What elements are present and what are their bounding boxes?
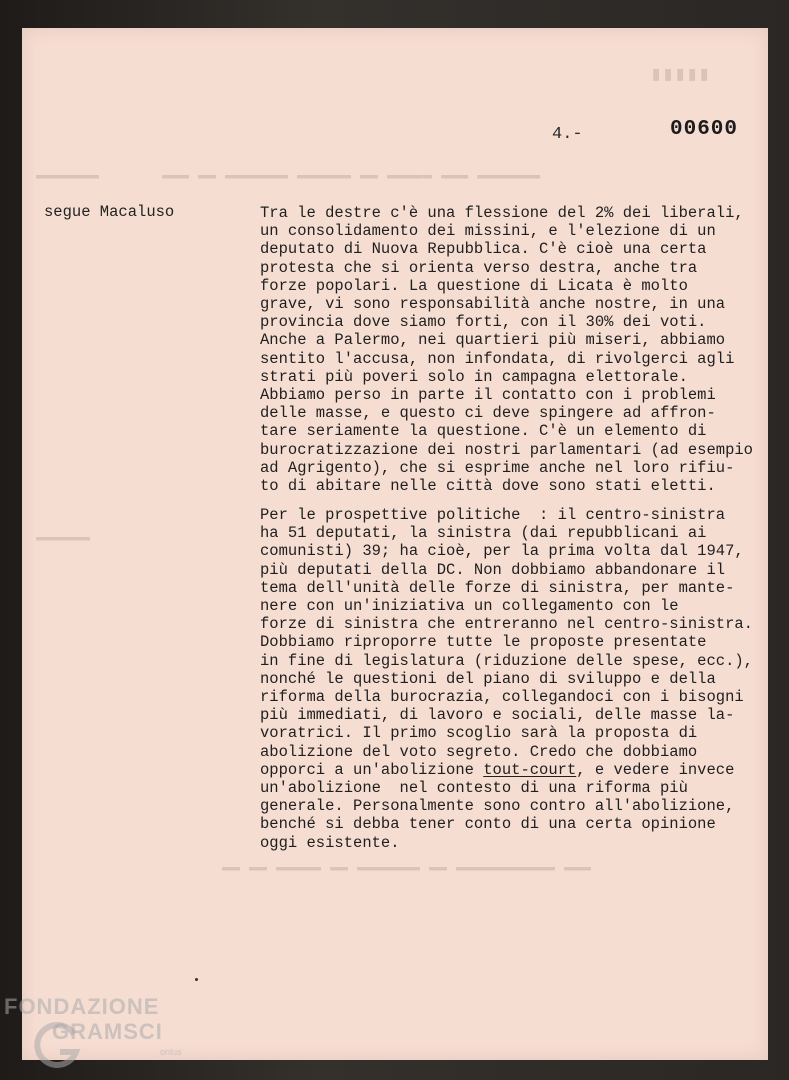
underlined-phrase: tout-court [483, 760, 577, 779]
page-number: 4.- [552, 125, 583, 144]
show-through-bleed: ▬▬▬▬▬▬ [36, 529, 91, 546]
show-through-bleed: ▬▬▬▬▬▬▬ ▬▬▬ ▬▬ ▬▬▬▬▬▬▬ ▬▬▬▬▬▬ ▬▬ ▬▬▬▬▬ ▬▬▬ ▬▬▬▬▬▬▬ [36, 167, 541, 184]
paragraph-2-text-end: , e vedere invece un'abolizione nel contesto di una riforma più generale. Personalmente sono contro all'abolizione, benché si debba tener conto di una certa opinione oggi esistente. [260, 760, 735, 852]
watermark-gramsci: GRAMSCI [52, 1019, 163, 1044]
paragraph-2-text: Per le prospettive politiche : il centro-sinistra ha 51 deputati, la sinistra (dai repubblicani ai comunisti) 39; ha cioè, per la prima volta dal 1947, più deputati della DC. Non dobbiamo abbandonare il tema dell'unità delle forze di sinistra, per mante- nere con un'iniziativa un collegamento con le forze di sinistra che entreranno nel centro-sinistra. Dobbiamo riproporre tutte le proposte presentate in fine di legislatura (riduzione delle spese, ecc.), nonché le questioni del piano di sviluppo e della riforma della burocrazia, collegandoci con i bisogni più immediati, di lavoro e sociali, delle masse la- voratrici. Il primo scoglio sarà la proposta di abolizione del voto segreto. Credo che dobbiamo opporci a un'abolizione [260, 506, 753, 779]
paragraph-1: Tra le destre c'è una flessione del 2% dei liberali, un consolidamento dei missini, e l'elezione di un deputato di Nuova Repubblica. C'è cioè una certa protesta che si orienta verso destra, anche tra forze popolari. La questione di Licata è molto grave, vi sono responsabilità anche nostre, in una provincia dove siamo forti, con il 30% dei voti. Anche a Palermo, nei quartieri più miseri, abbiamo sentito l'accusa, non infondata, di rivolgerci agli strati più poveri solo in campagna elettorale. Abbiamo perso in parte il contatto con i problemi delle masse, e questo ci deve spingere ad affron- tare seriamente la questione. C'è un elemento di burocratizzazione dei nostri parlamentari (ad esempio ad Agrigento), che si esprime anche nel loro rifiu- to di abitare nelle città dove sono stati eletti. [260, 204, 753, 496]
speaker-label: segue Macaluso [44, 203, 175, 221]
watermark-onlus: onlus [160, 1047, 182, 1057]
document-number: 00600 [670, 118, 739, 141]
watermark-fondazione: FONDAZIONE [4, 994, 160, 1019]
paragraph-2 [260, 506, 760, 852]
show-through-bleed: ▬▬ ▬▬ ▬▬▬▬▬ ▬▬ ▬▬▬▬▬▬▬ ▬▬ ▬▬▬▬▬▬▬▬▬▬▬ ▬▬▬ [222, 859, 592, 876]
show-through-bleed: ▮▮▮▮▮ [650, 64, 711, 87]
ink-dot [195, 978, 198, 981]
